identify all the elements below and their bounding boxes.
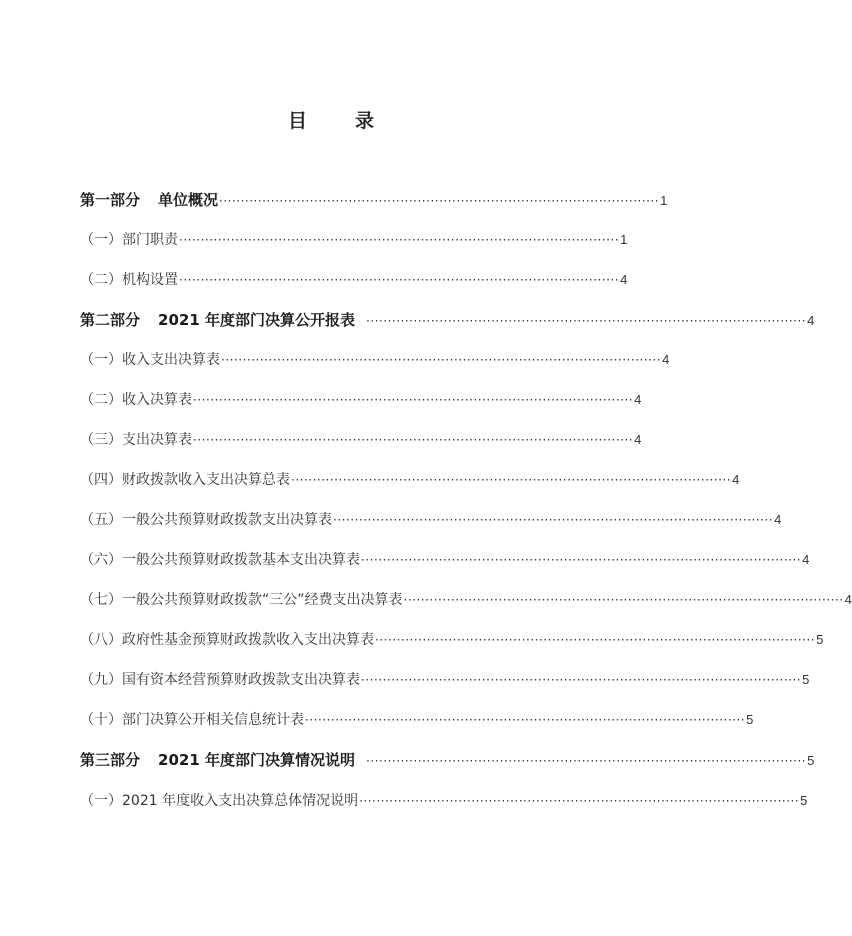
toc-page-number: 5 xyxy=(800,793,808,808)
dot-leader: ······································································································ xyxy=(361,673,802,687)
toc-page-number: 5 xyxy=(746,712,754,727)
toc-part-2[interactable] xyxy=(80,309,815,331)
page-title xyxy=(0,106,662,133)
toc-label: （一）收入支出决算表 xyxy=(80,352,220,368)
toc-page-number: 5 xyxy=(807,753,815,768)
toc-section-2-8[interactable] xyxy=(80,629,824,651)
toc-part-1[interactable] xyxy=(80,189,668,211)
toc-page-number: 4 xyxy=(844,592,852,607)
dot-leader: ······································································································ xyxy=(366,314,807,328)
toc-label: （六）一般公共预算财政拨款基本支出决算表 xyxy=(80,552,360,568)
toc-section-2-4[interactable] xyxy=(80,469,740,491)
toc-part-3[interactable] xyxy=(80,749,815,771)
title-char-1: 目 xyxy=(287,110,307,132)
toc-page-number: 1 xyxy=(620,232,628,247)
toc-label: （八）政府性基金预算财政拨款收入支出决算表 xyxy=(80,632,374,648)
dot-leader: ······································································································ xyxy=(193,433,634,447)
toc-page-number: 5 xyxy=(816,632,824,647)
toc-section-2-1[interactable] xyxy=(80,349,670,371)
toc-section-1-2[interactable] xyxy=(80,269,628,291)
toc-label: （三）支出决算表 xyxy=(80,432,192,448)
toc-label: （一）2021 年度收入支出决算总体情况说明 xyxy=(80,793,359,809)
toc-section-2-2[interactable] xyxy=(80,389,642,411)
toc-page-number: 4 xyxy=(732,472,740,487)
toc-page-number: 4 xyxy=(802,552,810,567)
toc-page-number: 4 xyxy=(634,432,642,447)
dot-leader: ······································································································ xyxy=(179,273,620,287)
toc-page-number: 4 xyxy=(662,352,670,367)
dot-leader: ······································································································ xyxy=(193,393,634,407)
toc-label: （一）部门职责 xyxy=(80,232,178,248)
toc-page-number: 4 xyxy=(807,313,815,328)
dot-leader: ······································································································ xyxy=(403,593,844,607)
toc-page-number: 1 xyxy=(660,193,668,208)
dot-leader: ······································································································ xyxy=(221,353,662,367)
title-char-2: 录 xyxy=(355,110,375,132)
toc-section-2-9[interactable] xyxy=(80,669,810,691)
dot-leader: ······································································································ xyxy=(359,794,800,808)
toc-label: 第二部分 2021 年度部门决算公开报表 xyxy=(80,311,355,329)
toc-label: 第三部分 2021 年度部门决算情况说明 xyxy=(80,751,355,769)
toc-section-2-7[interactable] xyxy=(80,589,852,611)
toc-section-2-5[interactable] xyxy=(80,509,782,531)
toc-section-3-1[interactable] xyxy=(80,790,808,812)
toc-section-2-10[interactable] xyxy=(80,709,754,731)
dot-leader: ······································································································ xyxy=(366,754,807,768)
dot-leader: ······································································································ xyxy=(291,473,732,487)
dot-leader: ······································································································ xyxy=(333,513,774,527)
toc-page-number: 5 xyxy=(802,672,810,687)
toc-label: （九）国有资本经营预算财政拨款支出决算表 xyxy=(80,672,360,688)
toc-page-number: 4 xyxy=(774,512,782,527)
dot-leader: ······································································································ xyxy=(219,194,660,208)
toc-label: 第一部分 单位概况 xyxy=(80,191,219,209)
dot-leader: ······································································································ xyxy=(305,713,746,727)
toc-label: （四）财政拨款收入支出决算总表 xyxy=(80,472,290,488)
toc-page-number: 4 xyxy=(620,272,628,287)
dot-leader: ······································································································ xyxy=(375,633,816,647)
toc-page-number: 4 xyxy=(634,392,642,407)
toc-section-2-6[interactable] xyxy=(80,549,810,571)
toc-label: （十）部门决算公开相关信息统计表 xyxy=(80,712,304,728)
toc-section-2-3[interactable] xyxy=(80,429,642,451)
toc-label: （二）收入决算表 xyxy=(80,392,192,408)
toc-label: （五）一般公共预算财政拨款支出决算表 xyxy=(80,512,332,528)
toc-label: （二）机构设置 xyxy=(80,272,178,288)
dot-leader: ······································································································ xyxy=(179,233,620,247)
dot-leader: ······································································································ xyxy=(361,553,802,567)
toc-section-1-1[interactable] xyxy=(80,229,628,251)
toc-label: （七）一般公共预算财政拨款“三公”经费支出决算表 xyxy=(80,592,403,608)
